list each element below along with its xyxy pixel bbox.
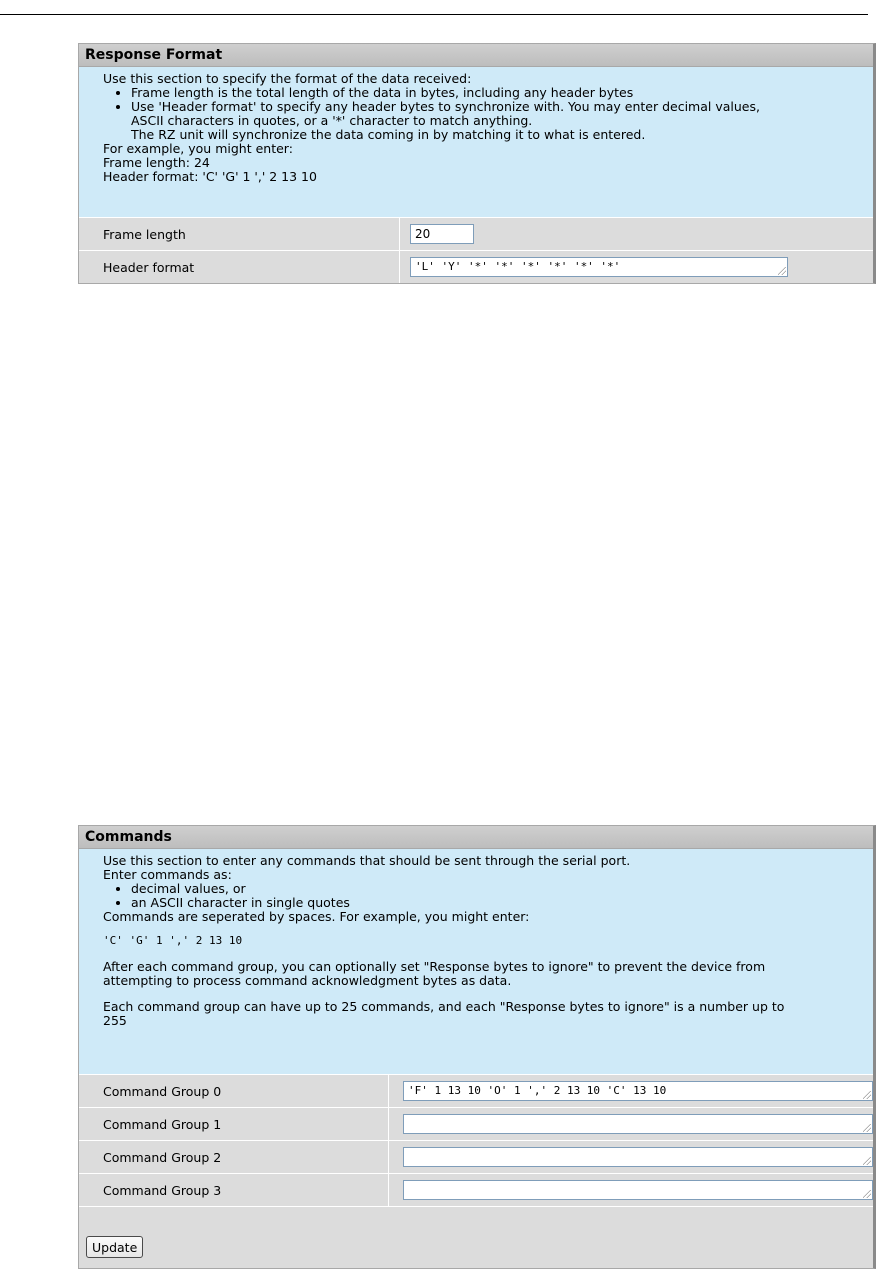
command-group-3-input[interactable] — [403, 1180, 873, 1200]
commands-intro-2: Enter commands as: — [103, 867, 232, 882]
help-example-frame: Frame length: 24 — [103, 155, 210, 170]
command-group-2-cell — [388, 1141, 873, 1173]
commands-title: Commands — [79, 826, 873, 849]
resize-grip-icon[interactable] — [863, 1124, 871, 1132]
commands-ignore-note-line2: attempting to process command acknowledgment bytes as data. — [103, 973, 512, 988]
header-format-value: 'L' 'Y' '*' '*' '*' '*' '*' '*' — [415, 260, 621, 273]
resize-grip-icon[interactable] — [863, 1157, 871, 1165]
command-group-row — [79, 1173, 873, 1206]
commands-bullets — [103, 882, 849, 910]
help-bullet-header-line1: Use 'Header format' to specify any header bytes to synchronize with. You may enter decimal values, — [131, 99, 760, 114]
page-top-rule — [0, 14, 868, 15]
commands-panel — [78, 825, 876, 1269]
help-example-intro: For example, you might enter: — [103, 141, 293, 156]
commands-bullet-ascii: • an ASCII character in single quotes — [131, 896, 849, 910]
commands-ignore-note — [103, 960, 849, 988]
commands-intro-1: Use this section to enter any commands that should be sent through the serial port. — [103, 853, 631, 868]
frame-length-label: Frame length — [103, 226, 186, 242]
header-format-row — [79, 250, 873, 283]
header-format-input[interactable] — [410, 257, 788, 277]
update-button[interactable]: Update — [86, 1236, 143, 1258]
command-group-1-label: Command Group 1 — [103, 1116, 222, 1132]
commands-ignore-note-line1: After each command group, you can optionally set "Response bytes to ignore" to prevent the device from — [103, 959, 766, 974]
commands-footer — [79, 1206, 873, 1268]
frame-length-cell — [399, 218, 474, 250]
command-group-2-input[interactable] — [403, 1147, 873, 1167]
help-bullet-header-line2: ASCII characters in quotes, or a '*' character to match anything. — [131, 113, 533, 128]
resize-grip-icon[interactable] — [863, 1190, 871, 1198]
response-format-help — [79, 67, 873, 217]
help-example-header: Header format: 'C' 'G' 1 ',' 2 13 10 — [103, 169, 317, 184]
resize-grip-icon[interactable] — [778, 267, 786, 275]
header-format-cell — [399, 251, 788, 283]
command-group-0-input[interactable] — [403, 1081, 873, 1101]
header-format-label: Header format — [103, 259, 195, 275]
help-intro: Use this section to specify the format of the data received: — [103, 71, 472, 86]
help-bullet-header — [131, 100, 849, 142]
commands-limit-note — [103, 1000, 849, 1028]
command-group-0-cell — [388, 1075, 873, 1107]
help-bullets — [103, 86, 849, 142]
command-group-2-label: Command Group 2 — [103, 1149, 222, 1165]
command-group-row — [79, 1074, 873, 1107]
commands-separated-note: Commands are seperated by spaces. For example, you might enter: — [103, 909, 530, 924]
command-group-1-cell — [388, 1108, 873, 1140]
help-bullet-header-line3: The RZ unit will synchronize the data coming in by matching it to what is entered. — [131, 127, 646, 142]
commands-limit-note-line2: 255 — [103, 1013, 127, 1028]
command-group-0-label: Command Group 0 — [103, 1083, 222, 1099]
commands-bullet-decimal: • decimal values, or — [131, 882, 849, 896]
help-bullet-frame: • Frame length is the total length of the data in bytes, including any header bytes — [131, 86, 849, 100]
frame-length-input[interactable]: 20 — [410, 224, 474, 244]
command-group-3-label: Command Group 3 — [103, 1182, 222, 1198]
frame-length-row — [79, 217, 873, 250]
commands-limit-note-line1: Each command group can have up to 25 commands, and each "Response bytes to ignore" is a number up to — [103, 999, 785, 1014]
command-group-row — [79, 1107, 873, 1140]
command-group-row — [79, 1140, 873, 1173]
command-group-0-value: 'F' 1 13 10 'O' 1 ',' 2 13 10 'C' 13 10 — [408, 1084, 667, 1097]
commands-example: 'C' 'G' 1 ',' 2 13 10 — [103, 934, 243, 947]
resize-grip-icon[interactable] — [863, 1091, 871, 1099]
command-group-3-cell — [388, 1174, 873, 1206]
command-group-1-input[interactable] — [403, 1114, 873, 1134]
response-format-panel — [78, 43, 876, 284]
commands-help — [79, 849, 873, 1074]
response-format-title: Response Format — [79, 44, 873, 67]
